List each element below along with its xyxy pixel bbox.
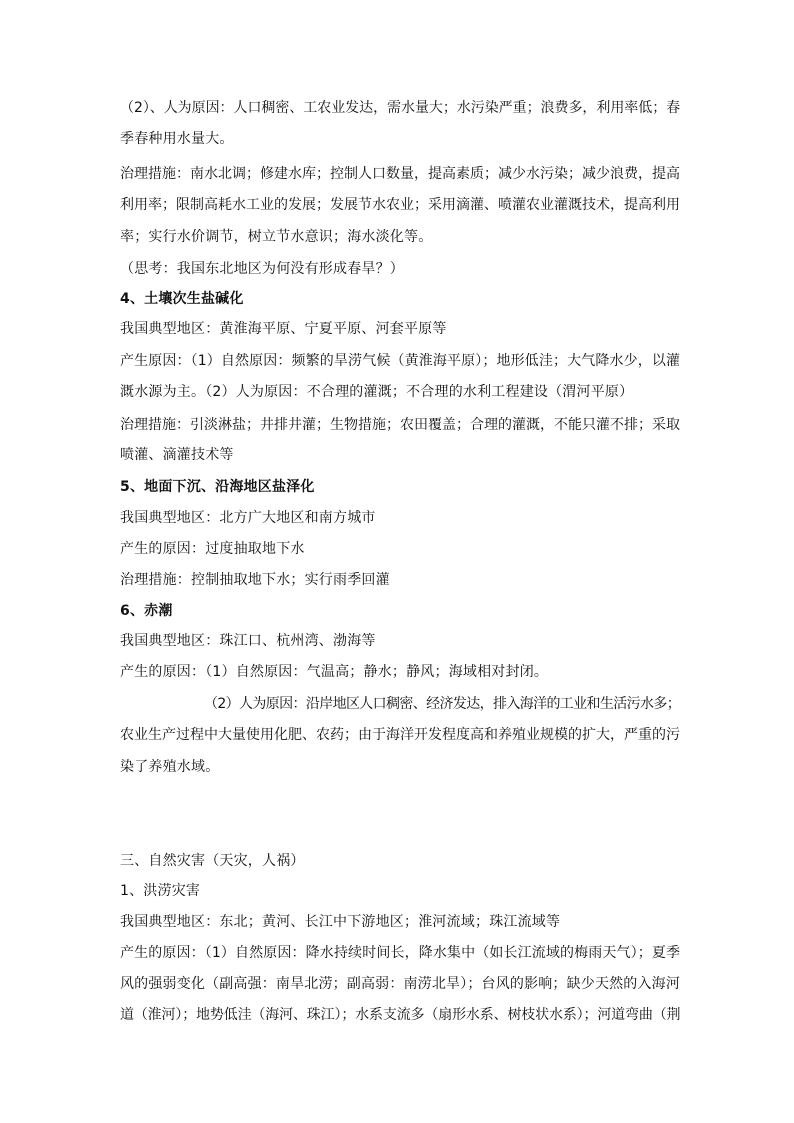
text-line: 产生原因：（1）自然原因：频繁的旱涝气候（黄淮海平原）；地形低洼；大气降水少，以灌 bbox=[120, 353, 681, 369]
text-line: 道（淮河）；地势低洼（海河、珠江）；水系支流多（扇形水系、树枝状水系）；河道弯曲（荆 bbox=[120, 1007, 681, 1023]
text-line: 季春种用水量大。 bbox=[120, 131, 234, 147]
text-line: 染了养殖水域。 bbox=[120, 759, 220, 775]
text-line: 产生的原因：过度抽取地下水 bbox=[120, 541, 305, 557]
section-heading: 1、洪涝灾害 bbox=[120, 883, 201, 899]
text-line: 率；实行水价调节，树立节水意识；海水淡化等。 bbox=[120, 229, 433, 245]
text-line: 溉水源为主。（2）人为原因：不合理的灌溉；不合理的水利工程建设（渭河平原） bbox=[120, 384, 634, 400]
text-line: （思考：我国东北地区为何没有形成春旱？） bbox=[120, 261, 404, 277]
text-line: 治理措施：控制抽取地下水；实行雨季回灌 bbox=[120, 572, 390, 588]
section-heading: 4、土壤次生盐碱化 bbox=[120, 291, 244, 307]
text-line: 治理措施：南水北调；修建水库；控制人口数量，提高素质；减少水污染；减少浪费，提高 bbox=[120, 166, 680, 182]
text-line: 产生的原因：（1）自然原因：气温高；静水；静风；海域相对封闭。 bbox=[120, 664, 549, 680]
text-line: （2）、人为原因：人口稠密、工农业发达，需水量大；水污染严重；浪费多，利用率低；春 bbox=[120, 100, 681, 116]
section-heading: 5、地面下沉、沿海地区盐泽化 bbox=[120, 479, 315, 495]
text-line: 风的强弱变化（副高强：南旱北涝；副高弱：南涝北旱）；台风的影响；缺少天然的入海河 bbox=[120, 976, 680, 992]
text-line: 产生的原因：（1）自然原因：降水持续时间长，降水集中（如长江流域的梅雨天气）；夏季 bbox=[120, 945, 681, 961]
text-line: 农业生产过程中大量使用化肥、农药；由于海洋开发程度高和养殖业规模的扩大，严重的污 bbox=[120, 727, 680, 743]
text-line: 我国典型地区：北方广大地区和南方城市 bbox=[120, 510, 376, 526]
text-line: 我国典型地区：珠江口、杭州湾、渤海等 bbox=[120, 633, 376, 649]
chapter-heading: 三、自然灾害（天灾，人祸） bbox=[120, 853, 305, 869]
text-line: 我国典型地区：黄淮海平原、宁夏平原、河套平原等 bbox=[120, 321, 447, 337]
text-line: 治理措施：引淡淋盐；井排井灌；生物措施；农田覆盖；合理的灌溉，不能只灌不排；采取 bbox=[120, 417, 680, 433]
text-line: 利用率；限制高耗水工业的发展；发展节水农业；采用滴灌、喷灌农业灌溉技术，提高利用 bbox=[120, 197, 680, 213]
text-line: 我国典型地区：东北；黄河、长江中下游地区；淮河流域；珠江流域等 bbox=[120, 914, 561, 930]
section-heading: 6、赤潮 bbox=[120, 603, 173, 619]
text-line: （2）人为原因：沿岸地区人口稠密、经济发达，排入海洋的工业和生活污水多； bbox=[204, 696, 681, 712]
text-line: 喷灌、滴灌技术等 bbox=[120, 447, 234, 463]
